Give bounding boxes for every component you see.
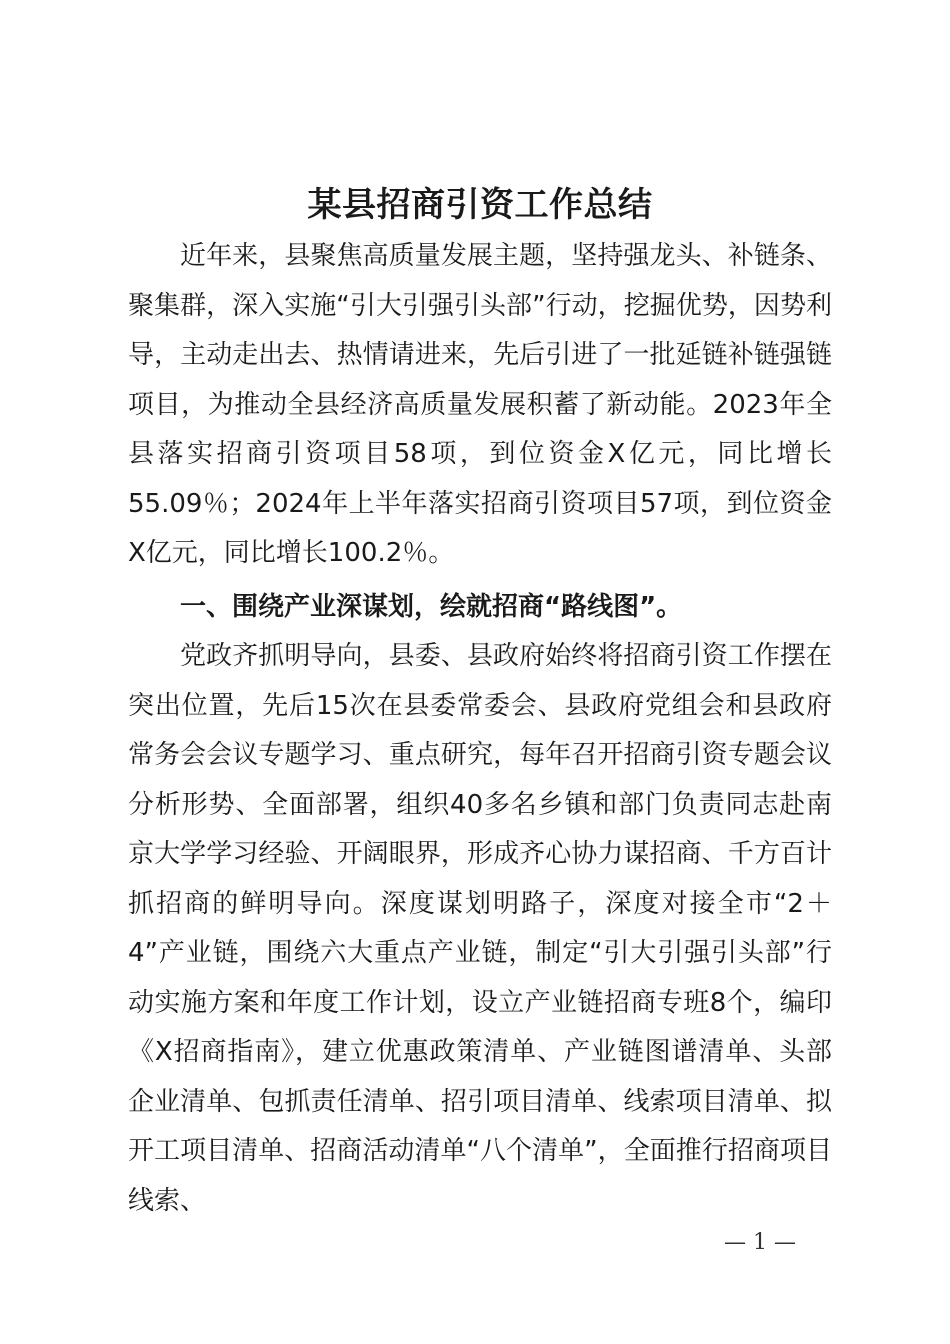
section-heading: 一、围绕产业深谋划，绘就招商“路线图”。 <box>180 592 683 622</box>
page-number: — 1 — <box>724 1230 796 1255</box>
document-title: 某县招商引资工作总结 <box>307 185 653 225</box>
intro-paragraph: 近年来，县聚焦高质量发展主题，坚持强龙头、补链条、聚集群，深入实施“引大引强引头部”行动，挖掘优势，因势利导，主动走出去、热情请进来，先后引进了一批延链补链强链项目，为推动全县经济高质量发展积蓄了新动能。2023年全县落实招商引资项目58项，到位资金X亿元，同比增长55.09％；2024年上半年落实招商引资项目57项，到位资金X亿元，同比增长100.2％。 <box>128 241 832 568</box>
section-paragraph: 党政齐抓明导向，县委、县政府始终将招商引资工作摆在突出位置，先后15次在县委常委会、县政府党组会和县政府常务会会议专题学习、重点研究，每年召开招商引资专题会议分析形势、全面部署，组织40多名乡镇和部门负责同志赴南京大学学习经验、开阔眼界，形成齐心协力谋招商、千方百计抓招商的鲜明导向。深度谋划明路子，深度对接全市“2＋4”产业链，围绕六大重点产业链，制定“引大引强引头部”行动实施方案和年度工作计划，设立产业链招商专班8个，编印《X招商指南》，建立优惠政策清单、产业链图谱清单、头部企业清单、包抓责任清单、招引项目清单、线索项目清单、拟开工项目清单、招商活动清单“八个清单”，全面推行招商项目线索、 <box>128 641 832 1216</box>
